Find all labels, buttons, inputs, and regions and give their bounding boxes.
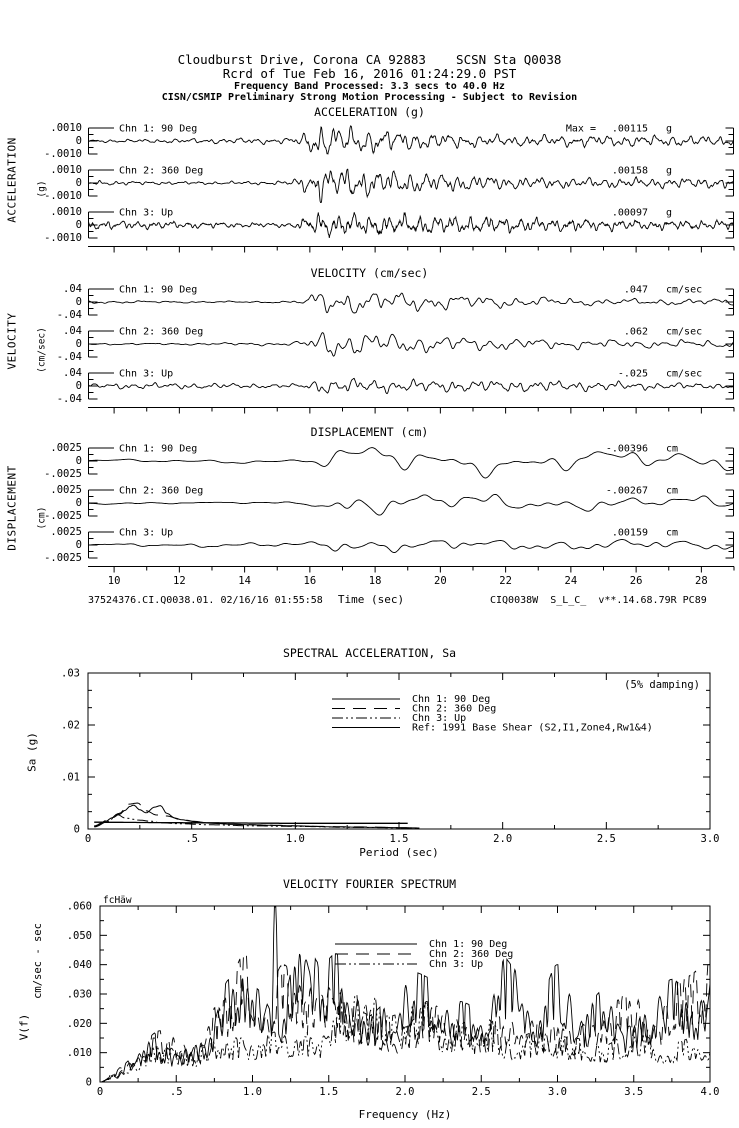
svg-text:Ref: 1991 Base Shear (S2,I1,Zo: Ref: 1991 Base Shear (S2,I1,Zone4,Rw1&4) (412, 722, 653, 733)
svg-text:Chn 2: 360 Deg: Chn 2: 360 Deg (119, 485, 204, 496)
svg-text:28: 28 (695, 574, 708, 587)
svg-text:0: 0 (84, 832, 92, 845)
spectral-acceleration-section (0, 646, 739, 865)
trace-row-displacement-ch2 (0, 482, 739, 524)
time-axis-velocity (88, 407, 739, 417)
svg-text:1.5: 1.5 (389, 832, 409, 845)
y-tick-label: -.0010 (44, 189, 82, 202)
svg-text:3.0: 3.0 (700, 832, 720, 845)
axis-label-velocity: VELOCITY (5, 312, 19, 370)
y-tick-label: 0 (75, 379, 82, 392)
plot-footer (0, 593, 739, 608)
svg-text:.01: .01 (61, 771, 80, 783)
svg-text:Chn 1: 90 Deg: Chn 1: 90 Deg (429, 938, 508, 950)
panel-title-acceleration: ACCELERATION (g) (314, 104, 425, 119)
trace-row-acceleration-ch1 (0, 120, 739, 162)
svg-text:3.5: 3.5 (624, 1085, 644, 1098)
svg-text:.020: .020 (66, 1017, 92, 1030)
svg-text:22: 22 (499, 574, 512, 587)
svg-text:.03: .03 (61, 667, 80, 679)
acceleration-traces (0, 120, 739, 246)
svg-text:10: 10 (107, 574, 121, 587)
axis-label-displacement: DISPLACEMENT (5, 465, 19, 551)
y-tick-label: 0 (75, 496, 82, 509)
svg-text:.00097: .00097 (611, 207, 648, 218)
svg-text:.060: .060 (66, 900, 92, 912)
svg-text:0: 0 (73, 823, 80, 835)
svg-text:Chn 1: 90 Deg: Chn 1: 90 Deg (119, 123, 198, 134)
fourier-plot (0, 892, 739, 1124)
fourier-y-axis-label: V(f) (17, 1013, 31, 1040)
trace-row-acceleration-ch2 (0, 162, 739, 204)
svg-text:.030: .030 (66, 988, 92, 1000)
svg-text:Chn 2: 360 Deg: Chn 2: 360 Deg (119, 165, 204, 176)
svg-text:12: 12 (173, 574, 186, 587)
waveform-acceleration-ch2 (88, 162, 734, 204)
svg-text:24: 24 (564, 574, 578, 587)
svg-text:Chn 2: 360 Deg: Chn 2: 360 Deg (429, 948, 514, 960)
axis-unit-acceleration: (g) (36, 180, 48, 198)
svg-text:0: 0 (96, 1085, 104, 1098)
y-tick-label: -.0025 (44, 467, 82, 480)
svg-text:-.025: -.025 (617, 368, 648, 379)
y-tick-label: .0010 (50, 163, 82, 176)
svg-text:.00115: .00115 (611, 123, 648, 134)
y-tick-label: 0 (75, 134, 82, 147)
sa-plot (0, 661, 739, 861)
y-tick-label: .0025 (50, 483, 82, 496)
svg-text:2.0: 2.0 (493, 832, 513, 845)
svg-text:.062: .062 (623, 326, 648, 337)
y-tick-label: 0 (75, 337, 82, 350)
svg-text:.047: .047 (623, 284, 648, 295)
record-timestamp: Rcrd of Tue Feb 16, 2016 01:24:29.0 PST (222, 65, 517, 81)
svg-text:fcHäw: fcHäw (103, 894, 132, 906)
y-tick-label: 0 (75, 295, 82, 308)
svg-text:.02: .02 (61, 719, 80, 731)
svg-text:3.0: 3.0 (548, 1085, 567, 1098)
y-tick-label: -.0025 (44, 509, 82, 522)
svg-text:Chn 3: Up: Chn 3: Up (429, 958, 484, 970)
y-tick-label: .0010 (50, 121, 82, 134)
station-title: Cloudburst Drive, Corona CA 92883 SCSN Sta Q0038 (177, 52, 562, 67)
waveform-velocity-ch2 (88, 323, 734, 365)
fourier-plot-title: VELOCITY FOURIER SPECTRUM (282, 876, 457, 891)
svg-text:.5: .5 (185, 832, 198, 845)
axis-label-acceleration: ACCELERATION (5, 137, 19, 223)
svg-text:.040: .040 (66, 958, 92, 971)
y-tick-label: .04 (63, 366, 82, 379)
svg-text:1.5: 1.5 (319, 1085, 339, 1098)
svg-text:(5% damping): (5% damping) (624, 678, 700, 691)
svg-text:.010: .010 (66, 1046, 92, 1059)
svg-text:18: 18 (368, 574, 382, 587)
trace-row-displacement-ch3 (0, 524, 739, 566)
svg-text:Chn 3: Up: Chn 3: Up (119, 527, 174, 538)
waveform-displacement-ch2 (88, 482, 734, 524)
y-tick-label: -.04 (56, 308, 82, 321)
svg-text:.00158: .00158 (611, 165, 648, 176)
trace-row-velocity-ch2 (0, 323, 739, 365)
trace-row-displacement-ch1 (0, 440, 739, 482)
svg-text:cm/sec: cm/sec (666, 326, 703, 337)
y-tick-label: -.0025 (44, 551, 82, 564)
svg-text:Chn 2: 360 Deg: Chn 2: 360 Deg (119, 326, 204, 337)
svg-text:cm/sec: cm/sec (666, 368, 703, 379)
waveform-acceleration-ch1 (88, 120, 734, 162)
y-tick-label: -.0010 (44, 147, 82, 160)
svg-text:16: 16 (303, 574, 317, 587)
svg-text:.5: .5 (169, 1085, 183, 1098)
svg-text:cm: cm (666, 443, 679, 454)
svg-text:.050: .050 (66, 929, 92, 942)
svg-text:g: g (666, 123, 673, 134)
time-axis-displacement (88, 566, 739, 592)
svg-text:Chn 3: Up: Chn 3: Up (119, 368, 174, 379)
svg-text:0: 0 (85, 1076, 92, 1088)
y-tick-label: .0025 (50, 525, 82, 538)
processing-version-text: CIQ0038W S_L_C_ v**.14.68.79R PC89 (490, 594, 707, 606)
displacement-panel (0, 425, 739, 592)
sa-y-axis-label: Sa (g) (25, 731, 39, 772)
fourier-spectrum-section (0, 877, 739, 1128)
svg-text:26: 26 (629, 574, 643, 587)
trace-row-velocity-ch1 (0, 281, 739, 323)
y-tick-label: .04 (63, 282, 82, 295)
y-tick-label: .04 (63, 324, 82, 337)
svg-text:g: g (666, 165, 673, 176)
panel-title-velocity: VELOCITY (cm/sec) (310, 265, 429, 280)
frequency-band-note: Frequency Band Processed: 3.3 secs to 40.0 Hz (234, 80, 505, 92)
svg-text:Period (sec): Period (sec) (359, 845, 439, 859)
record-id-text: 37524376.CI.Q0038.01. 02/16/16 01:55:58 (88, 594, 323, 606)
y-tick-label: .0010 (50, 205, 82, 218)
velocity-panel (0, 266, 739, 417)
svg-text:14: 14 (238, 574, 251, 587)
waveform-displacement-ch3 (88, 524, 734, 566)
y-tick-label: 0 (75, 218, 82, 231)
svg-text:g: g (666, 207, 673, 218)
svg-text:Chn 2: 360 Deg: Chn 2: 360 Deg (412, 703, 497, 714)
svg-text:-.00396: -.00396 (605, 443, 648, 454)
y-tick-label: -.04 (56, 392, 82, 405)
report-header (0, 53, 739, 103)
svg-text:Chn 1: 90 Deg: Chn 1: 90 Deg (119, 284, 198, 295)
svg-text:cm/sec: cm/sec (666, 284, 703, 295)
waveform-velocity-ch1 (88, 281, 734, 323)
svg-text:2.5: 2.5 (596, 832, 616, 845)
time-axis-acceleration (88, 246, 739, 256)
svg-text:Chn 3: Up: Chn 3: Up (119, 207, 174, 218)
y-tick-label: 0 (75, 176, 82, 189)
svg-text:4.0: 4.0 (700, 1085, 720, 1098)
time-axis-title: Time (sec) (337, 592, 405, 606)
velocity-traces (0, 281, 739, 407)
axis-unit-displacement: (cm) (36, 506, 48, 530)
waveform-displacement-ch1 (88, 440, 734, 482)
svg-text:1.0: 1.0 (243, 1085, 262, 1098)
svg-text:2.5: 2.5 (471, 1085, 491, 1098)
svg-text:.00159: .00159 (611, 527, 648, 538)
waveform-velocity-ch3 (88, 365, 734, 407)
svg-text:Max =: Max = (565, 123, 596, 134)
svg-text:20: 20 (434, 574, 447, 587)
svg-text:Frequency (Hz): Frequency (Hz) (358, 1107, 452, 1121)
axis-unit-velocity: (cm/sec) (36, 327, 48, 373)
trace-row-acceleration-ch3 (0, 204, 739, 246)
y-tick-label: 0 (75, 538, 82, 551)
svg-text:Chn 3: Up: Chn 3: Up (412, 712, 467, 724)
sa-plot-title: SPECTRAL ACCELERATION, Sa (282, 645, 457, 660)
acceleration-panel (0, 105, 739, 256)
y-tick-label: -.0010 (44, 231, 82, 244)
processing-disclaimer: CISN/CSMIP Preliminary Strong Motion Processing - Subject to Revision (161, 91, 578, 103)
svg-text:cm: cm (666, 485, 679, 496)
svg-text:-.00267: -.00267 (605, 485, 648, 496)
y-tick-label: 0 (75, 454, 82, 467)
svg-text:1.0: 1.0 (285, 832, 305, 845)
svg-text:cm: cm (666, 527, 679, 538)
y-tick-label: -.04 (56, 350, 82, 363)
fourier-y-axis-unit-label: cm/sec - sec (32, 922, 44, 999)
svg-text:2.0: 2.0 (395, 1085, 415, 1098)
displacement-traces (0, 440, 739, 566)
svg-text:Chn 1: 90 Deg: Chn 1: 90 Deg (119, 443, 198, 454)
trace-row-velocity-ch3 (0, 365, 739, 407)
panel-title-displacement: DISPLACEMENT (cm) (310, 424, 429, 439)
y-tick-label: .0025 (50, 441, 82, 454)
waveform-acceleration-ch3 (88, 204, 734, 246)
svg-text:Chn 1: 90 Deg: Chn 1: 90 Deg (412, 693, 491, 705)
